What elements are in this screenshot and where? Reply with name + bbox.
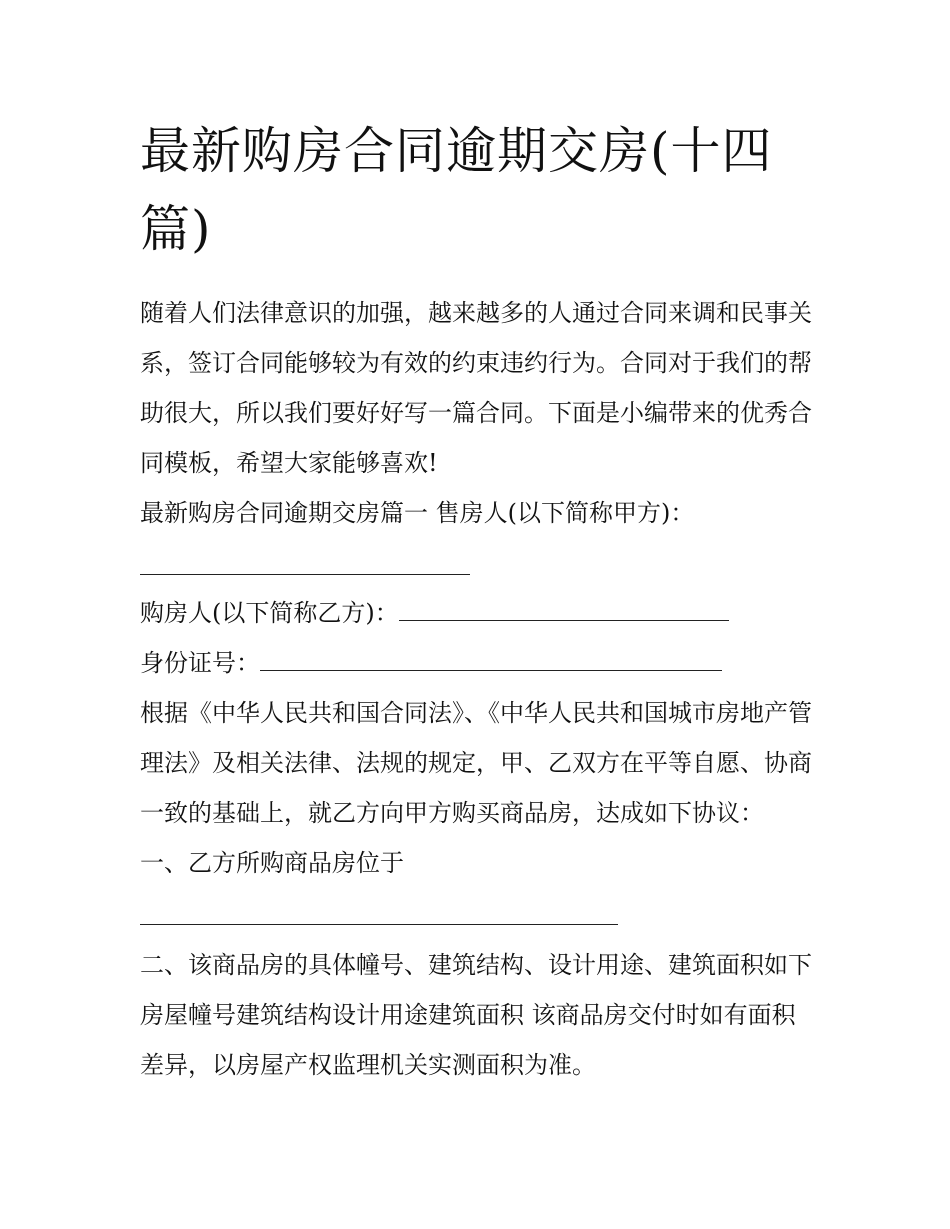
buyer-line [140,588,812,638]
id-number-line [140,638,812,688]
id-label: 身份证号： [140,649,260,677]
clause-two: 二、该商品房的具体幢号、建筑结构、设计用途、建筑面积如下 房屋幢号建筑结构设计用途建筑面积 该商品房交付时如有面积差异，以房屋产权监理机关实测面积为准。 [140,951,812,1079]
clause-one: 一、乙方所购商品房位于 [140,849,404,877]
id-number-blank[interactable] [260,646,722,671]
intro-paragraph: 随着人们法律意识的加强，越来越多的人通过合同来调和民事关系，签订合同能够较为有效的约束违约行为。合同对于我们的帮助很大，所以我们要好好写一篇合同。下面是小编带来的优秀合同模板，希望大家能够喜欢! [140,299,812,477]
basis-paragraph: 根据《中华人民共和国合同法》、《中华人民共和国城市房地产管理法》及相关法律、法规的规定，甲、乙双方在平等自愿、协商一致的基础上，就乙方向甲方购买商品房，达成如下协议： [140,699,812,827]
document-page [140,112,812,1090]
buyer-name-blank[interactable] [399,596,729,621]
location-blank-line [140,888,812,938]
seller-name-blank[interactable] [140,550,470,575]
location-blank[interactable] [140,900,618,925]
section-heading: 最新购房合同逾期交房篇一 售房人(以下简称甲方)： [140,499,695,527]
seller-name-blank-line [140,538,812,588]
buyer-label: 购房人(以下简称乙方)： [140,599,399,627]
document-title: 最新购房合同逾期交房(十四篇) [140,122,773,258]
